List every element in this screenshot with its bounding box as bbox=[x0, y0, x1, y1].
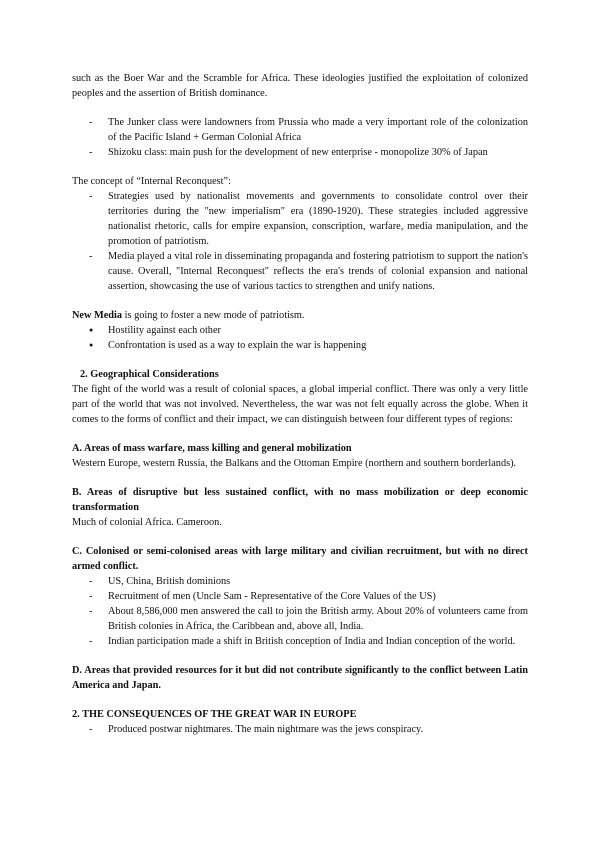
list-item: - Media played a vital role in disseminating propaganda and fostering patriotism to support the nation's cause. Overall, "Internal Reconquest" reflects the era's trends of colonial expansion and national assertion, showcasing the use of various tactics to strengthen and unify nations. bbox=[72, 249, 528, 294]
new-media-term: New Media bbox=[72, 310, 123, 321]
list-item: - US, China, British dominions bbox=[72, 574, 528, 589]
region-a-text: Western Europe, western Russia, the Balkans and the Ottoman Empire (northern and southern borderlands). bbox=[72, 458, 517, 469]
region-d-title: D. Areas that provided resources for it but did not contribute significantly to the conflict between Latin America and Japan. bbox=[72, 665, 528, 691]
consequences-heading: 2. THE CONSEQUENCES OF THE GREAT WAR IN EUROPE bbox=[72, 709, 357, 720]
intro-paragraph: such as the Boer War and the Scramble for Africa. These ideologies justified the exploitation of colonized peoples and the assertion of British dominance. bbox=[72, 73, 528, 99]
list-item: - Shizoku class: main push for the development of new enterprise - monopolize 30% of Japan bbox=[72, 145, 528, 160]
list-item: ● Hostility against each other bbox=[72, 323, 528, 338]
internal-reconquest-heading: The concept of “Internal Reconquest”: bbox=[72, 176, 231, 187]
new-media-text: is going to foster a new mode of patriotism. bbox=[122, 310, 305, 321]
class-notes-list bbox=[72, 115, 528, 160]
list-item: - Strategies used by nationalist movements and governments to consolidate control over their territories during the "new imperialism" era (1890-1920). These strategies included aggressive nationalist rhetoric, calls for empire expansion, conscription, warfare, media manipulation, and the promotion of patriotism. bbox=[72, 189, 528, 249]
geographical-considerations-heading: 2. Geographical Considerations bbox=[80, 369, 219, 380]
new-media-list bbox=[72, 323, 528, 353]
region-b-title: B. Areas of disruptive but less sustained conflict, with no mass mobilization or deep economic transformation bbox=[72, 487, 528, 513]
region-c-list bbox=[72, 574, 528, 649]
region-c-title: C. Colonised or semi-colonised areas with large military and civilian recruitment, but with no direct armed conflict. bbox=[72, 546, 528, 572]
list-item: - About 8,586,000 men answered the call to join the British army. About 20% of volunteers came from British colonies in Africa, the Caribbean and, above all, India. bbox=[72, 604, 528, 634]
consequences-list bbox=[72, 722, 528, 737]
list-item: - Produced postwar nightmares. The main nightmare was the jews conspiracy. bbox=[72, 722, 528, 737]
list-item: - Recruitment of men (Uncle Sam - Representative of the Core Values of the US) bbox=[72, 589, 528, 604]
list-item: ● Confrontation is used as a way to explain the war is happening bbox=[72, 338, 528, 353]
new-media-paragraph bbox=[72, 308, 528, 323]
list-item: - Indian participation made a shift in British conception of India and Indian conception of the world. bbox=[72, 634, 528, 649]
region-a-title: A. Areas of mass warfare, mass killing and general mobilization bbox=[72, 443, 352, 454]
geographical-paragraph: The fight of the world was a result of colonial spaces, a global imperial conflict. There was only a very little part of the world that was not involved. Nevertheless, the war was not felt equally across the globe. When it comes to the forms of conflict and their impact, we can distinguish between four different types of regions: bbox=[72, 384, 528, 425]
list-item: - The Junker class were landowners from Prussia who made a very important role of the colonization of the Pacific Island + German Colonial Africa bbox=[72, 115, 528, 145]
region-b-text: Much of colonial Africa. Cameroon. bbox=[72, 517, 222, 528]
internal-reconquest-list bbox=[72, 189, 528, 294]
